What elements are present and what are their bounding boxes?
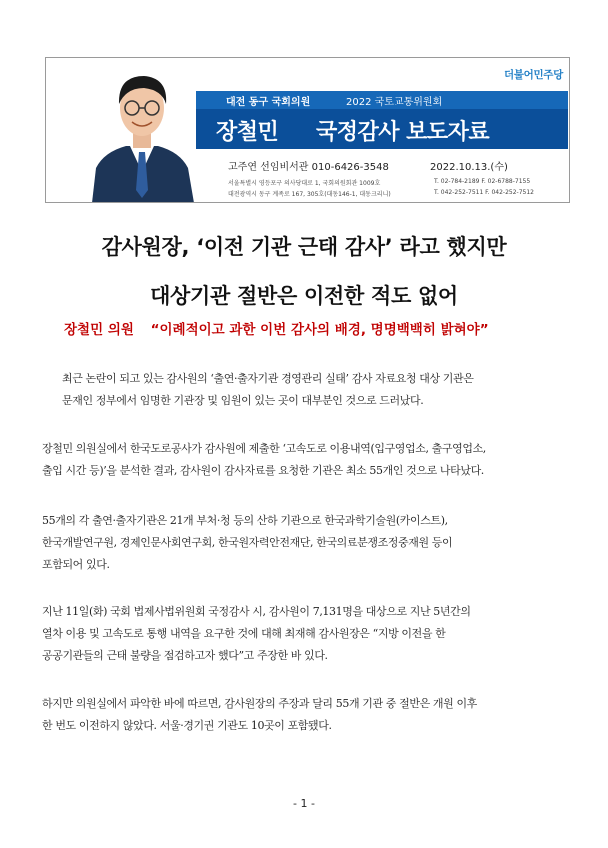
- lawmaker-name: 장철민: [216, 120, 279, 145]
- headline-line-1: 감사원장, ‘이전 기관 근태 감사’ 라고 했지만: [101, 235, 507, 259]
- subheadline-quote: “이례적이고 과한 이번 감사의 배경, 명명백백히 밝혀야”: [150, 322, 489, 338]
- affiliation-bar: [196, 91, 568, 109]
- contact-info: 고주연 선임비서관 010-6426-3548: [228, 162, 389, 173]
- phone-daejeon: T. 042-252-7511 F. 042-252-7512: [434, 189, 534, 196]
- address-seoul: 서울특별시 영등포구 의사당대로 1, 국회의원회관 1009호: [228, 180, 381, 187]
- phone-seoul: T. 02-784-2189 F. 02-6788-7155: [434, 178, 531, 185]
- subheadline-speaker: 장철민 의원: [64, 322, 134, 338]
- lawmaker-portrait: [86, 60, 198, 203]
- press-banner: [45, 57, 570, 203]
- paragraph-line: 문재인 정부에서 임명한 기관장 및 임원이 있는 곳이 대부분인 것으로 드러났다.: [62, 394, 424, 407]
- title-bar: [196, 109, 568, 149]
- paragraph-5: [42, 693, 562, 737]
- affiliation-label: 대전 동구 국회의원: [226, 97, 311, 108]
- address-daejeon: 대전광역시 동구 계족로 167, 305호(대동146-1, 대동크리니): [228, 191, 391, 198]
- paragraph-line: 하지만 의원실에서 파악한 바에 따르면, 감사원장의 주장과 달리 55개 기관 중 절반은 개원 이후: [42, 697, 477, 710]
- paragraph-line: 장철민 의원실에서 한국도로공사가 감사원에 제출한 ‘고속도로 이용내역(입구영업소, 출구영업소,: [42, 442, 486, 455]
- subheadline: [64, 318, 489, 338]
- paragraph-line: 지난 11일(화) 국회 법제사법위원회 국정감사 시, 감사원이 7,131명을 대상으로 지난 5년간의: [42, 605, 471, 618]
- party-logo: 더불어민주당: [503, 69, 563, 81]
- committee-label: 2022 국토교통위원회: [346, 97, 443, 108]
- release-date: 2022.10.13.(수): [430, 162, 508, 173]
- headline-line-2: 대상기관 절반은 이전한 적도 없어: [150, 284, 458, 308]
- paragraph-3: [42, 510, 562, 576]
- release-title: 국정감사 보도자료: [316, 120, 490, 145]
- paragraph-line: 열차 이용 및 고속도로 통행 내역을 요구한 것에 대해 최재해 감사원장은 “지방 이전을 한: [42, 627, 446, 640]
- paragraph-line: 포함되어 있다.: [42, 558, 110, 571]
- paragraph-line: 55개의 각 출연·출자기관은 21개 부처·청 등의 산하 기관으로 한국과학기술원(카이스트),: [42, 514, 448, 527]
- paragraph-line: 공공기관들의 근태 불량을 점검하고자 했다”고 주장한 바 있다.: [42, 649, 328, 662]
- paragraph-line: 한국개발연구원, 경제인문사회연구회, 한국원자력안전재단, 한국의료분쟁조정중재원 등이: [42, 536, 453, 549]
- paragraph-4: [42, 601, 562, 667]
- paragraph-line: 한 번도 이전하지 않았다. 서울·경기권 기관도 10곳이 포함됐다.: [42, 719, 332, 732]
- paragraph-2: [42, 438, 562, 482]
- page-number: - 1 -: [293, 797, 315, 810]
- paragraph-line: 최근 논란이 되고 있는 감사원의 ‘출연·출자기관 경영관리 실태’ 감사 자료요청 대상 기관은: [62, 372, 474, 385]
- paragraph-line: 출입 시간 등)’을 분석한 결과, 감사원이 감사자료를 요청한 기관은 최소 55개인 것으로 나타났다.: [42, 464, 484, 477]
- paragraph-1: [62, 368, 552, 412]
